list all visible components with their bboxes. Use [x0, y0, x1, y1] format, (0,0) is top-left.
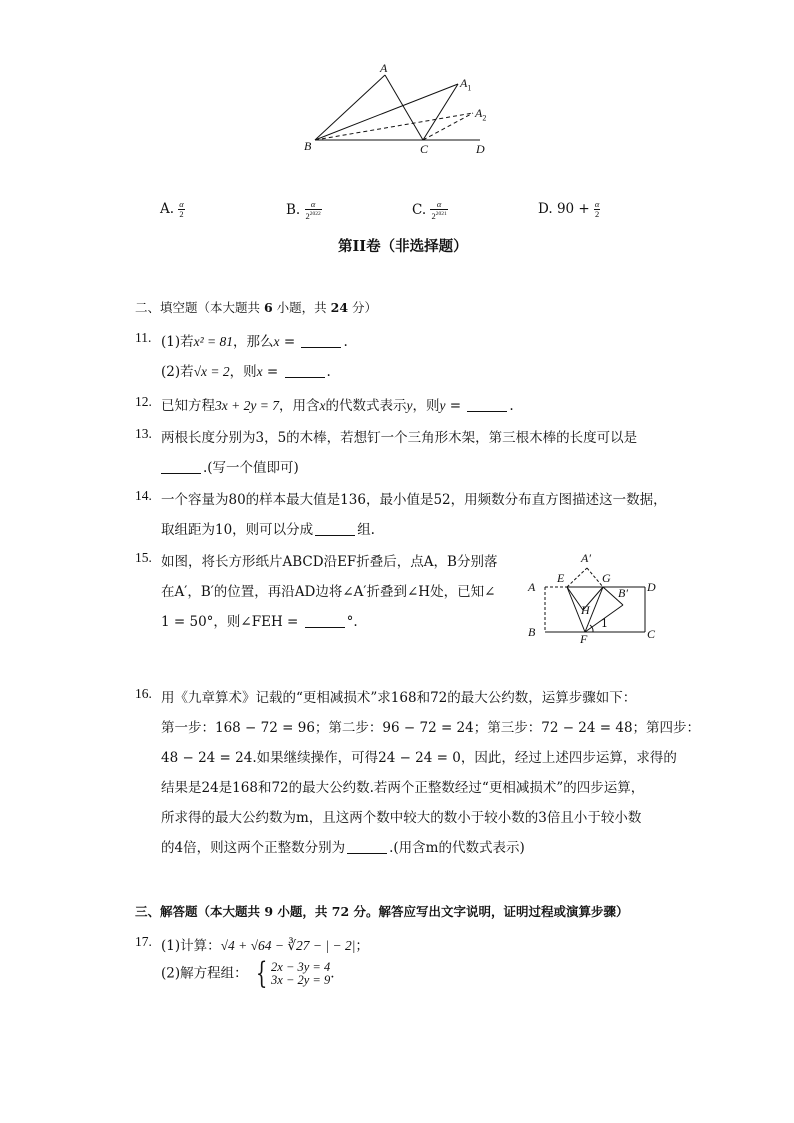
q13-line2: .(写一个值即可)	[161, 456, 299, 476]
fig15-C: C	[647, 627, 656, 641]
fig15-D: D	[647, 580, 656, 594]
q11-number: 11.	[135, 330, 152, 345]
q16-number: 16.	[135, 686, 152, 701]
fig15-B-prime: B′	[618, 586, 628, 600]
q15-line1: 如图，将长方形纸片ABCD沿EF折叠后，点A，B分别落	[161, 554, 498, 570]
section3-heading: 三、解答题（本大题共 9 小题，共 72 分。解答应写出文字说明，证明过程或演算步骤）	[135, 904, 629, 919]
choice-B[interactable]: B. $\frac{\alpha}{2^{2022}}$	[286, 199, 321, 221]
fold-figure	[535, 560, 665, 640]
q13-number: 13.	[135, 426, 152, 441]
fig15-F: F	[580, 632, 588, 646]
q14-line1: 一个容量为80的样本最大值是136，最小值是52，用频数分布直方图描述这一数据，	[161, 492, 667, 508]
q16-line6: 的4倍，则这两个正整数分别为 .(用含m的代数式表示)	[161, 840, 525, 856]
fig15-E: E	[557, 571, 565, 585]
label-A2: $A_2$	[475, 106, 487, 123]
label-B: B	[304, 139, 312, 153]
q17-eq2: 3x − 2y = 9	[271, 973, 331, 987]
q15-blank[interactable]	[305, 614, 345, 628]
q11-blank-2[interactable]	[285, 364, 325, 378]
q16-line1: 用《九章算术》记载的“更相减损术”求168和72的最大公约数，运算步骤如下：	[161, 690, 637, 706]
q14-number: 14.	[135, 488, 152, 503]
q14-line2: 取组距为10，则可以分成 组.	[161, 522, 375, 538]
q16-line2: 第一步：168 − 72 = 96；第二步：96 − 72 = 24；第三步：72 − 24 = 48；第四步：	[161, 720, 701, 736]
q13-line1: 两根长度分别为3，5的木棒，若想钉一个三角形木架，第三根木棒的长度可以是	[161, 430, 638, 446]
section2-heading: 二、填空题（本大题共 6 小题，共 24 分）	[135, 300, 378, 315]
label-C: C	[420, 142, 429, 156]
q16-line3: 48 − 24 = 24.如果继续操作，可得24 − 24 = 0，因此，经过上述四步运算，求得的	[161, 750, 677, 766]
triangle-figure	[295, 60, 505, 160]
q16-blank[interactable]	[347, 840, 387, 854]
fig15-A: A	[528, 580, 536, 594]
q17-equation-system: { 2x − 3y = 4 3x − 2y = 9	[255, 956, 331, 991]
label-A: A	[380, 61, 388, 75]
fig15-H: H	[581, 603, 590, 617]
label-A1: $A_1$	[460, 76, 472, 93]
q15-line2: 在A′，B′的位置，再沿AD边将∠A′折叠到∠H处，已知∠	[161, 584, 496, 600]
choice-A[interactable]: A. $\frac{\alpha}{2}$	[160, 199, 184, 219]
q15-line3: 1 = 50°，则∠FEH = °.	[161, 614, 358, 630]
fig15-G: G	[602, 571, 611, 585]
choice-C[interactable]: C. $\frac{\alpha}{2^{2021}}$	[412, 199, 447, 221]
q16-line4: 结果是24是168和72的最大公约数.若两个正整数经过“更相减损术”的四步运算，	[161, 780, 645, 796]
q17-part2: (2)解方程组： { 2x − 3y = 4 3x − 2y = 9 .	[161, 956, 335, 991]
fig15-A-prime: A′	[581, 551, 591, 565]
q13-blank[interactable]	[161, 460, 201, 474]
label-D: D	[476, 142, 485, 156]
q17-number: 17.	[135, 934, 152, 949]
choice-D[interactable]: D. 90 + $\frac{\alpha}{2}$	[538, 199, 600, 219]
q11-part1: (1)若x² = 81，那么x = .	[161, 334, 348, 350]
part2-title: 第II卷（非选择题）	[338, 238, 468, 255]
q12-blank[interactable]	[467, 398, 507, 412]
fig15-B: B	[528, 625, 536, 639]
q14-blank[interactable]	[315, 522, 355, 536]
q12-number: 12.	[135, 394, 152, 409]
q17-eq1: 2x − 3y = 4	[271, 960, 331, 974]
q15-number: 15.	[135, 550, 152, 565]
fig15-angle-1: 1	[601, 617, 608, 630]
q12-text: 已知方程3x + 2y = 7，用含x的代数式表示y，则y = .	[161, 398, 514, 414]
q16-line5: 所求得的最大公约数为m，且这两个数中较大的数小于较小数的3倍且小于较小数	[161, 810, 642, 826]
q11-blank-1[interactable]	[301, 334, 341, 348]
q17-part1: (1)计算：√4 + √64 − ∛27 − | − 2|；	[161, 938, 369, 954]
q11-part2: (2)若√x = 2，则x = .	[161, 364, 331, 380]
